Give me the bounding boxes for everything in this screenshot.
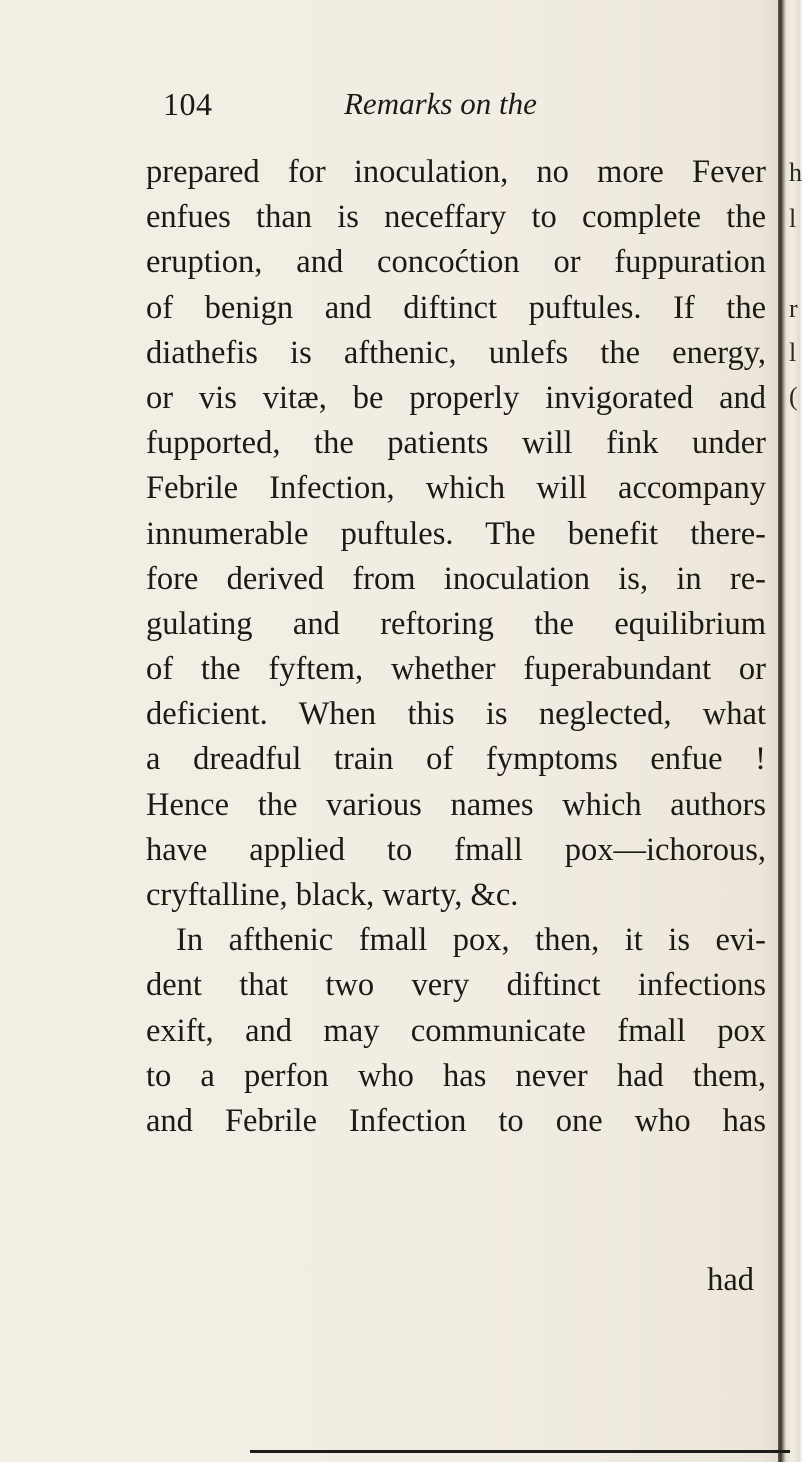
text-line: eruption, and concoćtion or fuppuration bbox=[146, 244, 766, 281]
facing-page-letter: l bbox=[789, 204, 797, 233]
running-head: Remarks on the bbox=[344, 86, 537, 121]
text-line: to a perfon who has never had them, bbox=[146, 1057, 766, 1094]
page-header bbox=[0, 86, 800, 126]
text-line: fore derived from inoculation is, in re- bbox=[146, 560, 766, 597]
text-line: of the fyftem, whether fuperabundant or bbox=[146, 651, 766, 688]
page-number: 104 bbox=[163, 86, 213, 122]
text-line: deficient. When this is neglected, what bbox=[146, 696, 766, 733]
text-line: a dreadful train of fymptoms enfue ! bbox=[146, 741, 766, 778]
text-line: innumerable puftules. The benefit there- bbox=[146, 515, 766, 552]
text-line: diathefis is afthenic, unlefs the energy, bbox=[146, 334, 766, 371]
text-line: and Febrile Infection to one who has bbox=[146, 1102, 766, 1139]
text-line: prepared for inoculation, no more Fever bbox=[146, 154, 766, 190]
text-line: fupported, the patients will fink under bbox=[146, 425, 766, 462]
text-line: In afthenic fmall pox, then, it is evi- bbox=[176, 922, 766, 959]
text-line: exift, and may communicate fmall pox bbox=[146, 1012, 766, 1049]
facing-page-letter: l bbox=[789, 338, 797, 367]
facing-page-letter: h bbox=[789, 158, 802, 187]
text-line: have applied to fmall pox—ichorous, bbox=[146, 831, 766, 868]
facing-page-letter: r bbox=[789, 294, 798, 323]
text-line: Hence the various names which authors bbox=[146, 786, 766, 823]
text-line: cryftalline, black, warty, &c. bbox=[146, 877, 519, 913]
text-line: gulating and reftoring the equilibrium bbox=[146, 605, 766, 642]
text-line: enfues than is neceffary to complete the bbox=[146, 199, 766, 236]
facing-page-letter: ( bbox=[789, 382, 798, 411]
body-text bbox=[146, 150, 766, 1144]
text-line: dent that two very diftinct infections bbox=[146, 967, 766, 1004]
page-bottom-edge bbox=[250, 1450, 790, 1453]
text-line: or vis vitæ, be properly invigorated and bbox=[146, 379, 766, 416]
text-line: of benign and diftinct puftules. If the bbox=[146, 289, 766, 326]
text-line: Febrile Infection, which will accompany bbox=[146, 470, 766, 507]
catchword: had bbox=[707, 1262, 754, 1298]
